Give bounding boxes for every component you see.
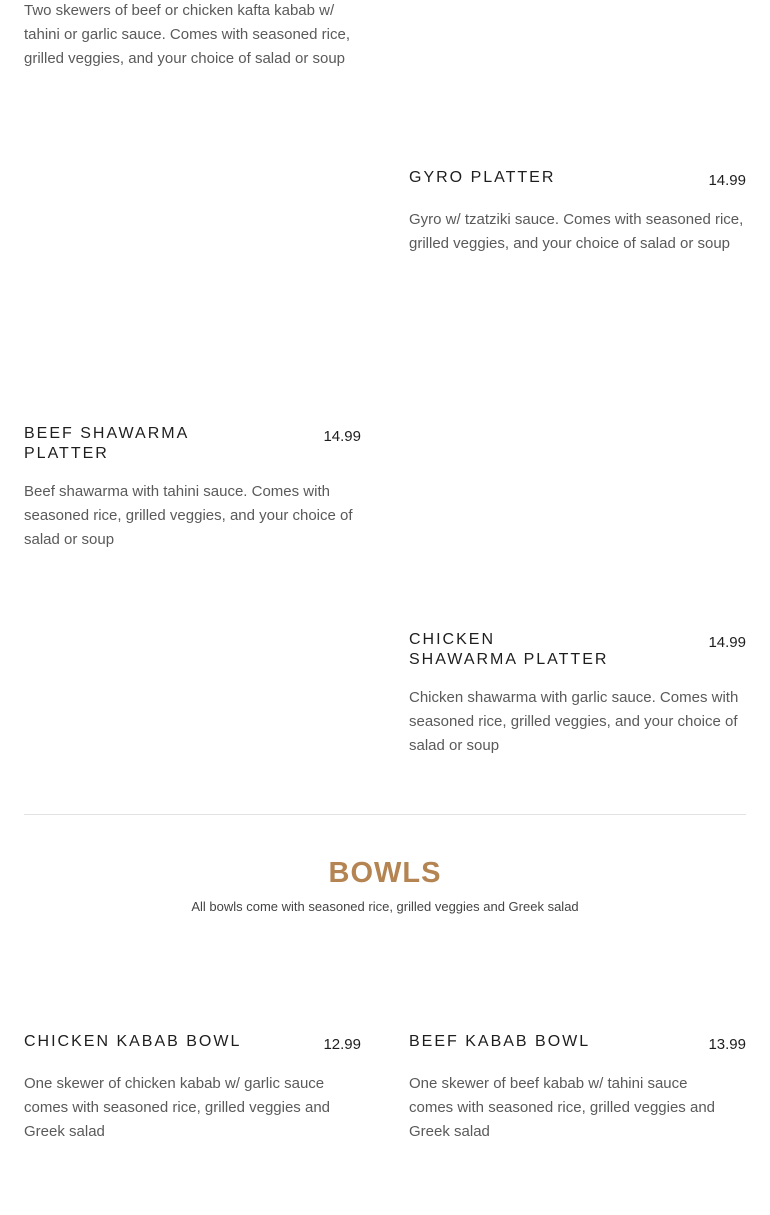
menu-item-chicken-kabab-bowl: [24, 1032, 361, 1144]
menu-item-price: 13.99: [708, 1036, 746, 1053]
menu-item-name: BEEF KABAB BOWL: [409, 1033, 591, 1050]
menu-item-beef-shawarma-platter: [24, 424, 361, 552]
menu-item-header: [24, 424, 361, 464]
menu-item-name: CHICKEN KABAB BOWL: [24, 1033, 242, 1050]
menu-item-name: BEEF SHAWARMA PLATTER: [24, 425, 189, 462]
menu-item-price: 14.99: [323, 428, 361, 445]
menu-item-description: Beef shawarma with tahini sauce. Comes with seasoned rice, grilled veggies, and your choice of salad or soup: [24, 483, 353, 548]
menu-item-price: 14.99: [708, 172, 746, 189]
menu-item-name: GYRO PLATTER: [409, 169, 556, 186]
menu-item-header: [409, 1032, 746, 1055]
menu-item-gyro-platter: [409, 168, 746, 256]
menu-item-name: CHICKEN SHAWARMA PLATTER: [409, 631, 609, 668]
menu-item-description: One skewer of chicken kabab w/ garlic sauce comes with seasoned rice, grilled veggies and Greek salad: [24, 1075, 330, 1140]
section-subtitle: All bowls come with seasoned rice, grilled veggies and Greek salad: [191, 899, 579, 914]
menu-item-chicken-shawarma-platter: [409, 630, 746, 758]
menu-item-header: [24, 1032, 361, 1055]
menu-item-description: One skewer of beef kabab w/ tahini sauce comes with seasoned rice, grilled veggies and Greek salad: [409, 1075, 715, 1140]
section-title: BOWLS: [328, 857, 442, 889]
previous-item-description: Two skewers of beef or chicken kafta kabab w/ tahini or garlic sauce. Comes with seasoned rice, grilled veggies, and your choice of salad or soup: [24, 2, 350, 67]
menu-item-price: 12.99: [323, 1036, 361, 1053]
section-divider: [24, 814, 746, 815]
menu-item-description: Gyro w/ tzatziki sauce. Comes with seasoned rice, grilled veggies, and your choice of salad or soup: [409, 211, 744, 252]
menu-item-description: Chicken shawarma with garlic sauce. Comes with seasoned rice, grilled veggies, and your choice of salad or soup: [409, 689, 739, 754]
menu-item-price: 14.99: [708, 634, 746, 651]
menu-item-beef-kabab-bowl: [409, 1032, 746, 1144]
menu-item-header: [409, 630, 746, 670]
menu-item-header: [409, 168, 746, 191]
